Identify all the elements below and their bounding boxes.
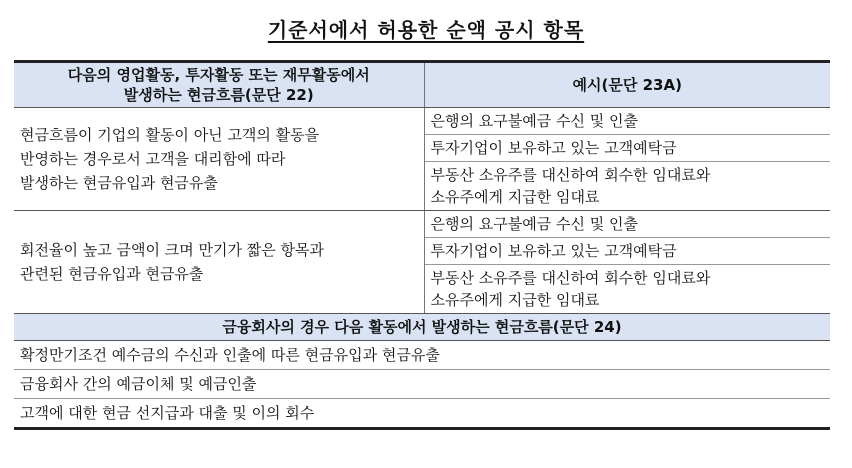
group-1-example-1: 은행의 요구불예금 수신 및 인출: [424, 108, 830, 135]
header-activity-cashflows: 다음의 영업활동, 투자활동 또는 재무활동에서 발생하는 현금흐름(문단 22): [14, 62, 424, 108]
financial-item-1: 확정만기조건 예수금의 수신과 인출에 따른 현금유입과 현금유출: [14, 341, 830, 370]
table-row: [14, 108, 830, 135]
financial-item-2: 금융회사 간의 예금이체 및 예금인출: [14, 370, 830, 399]
group-1-example-2: 투자기업이 보유하고 있는 고객예탁금: [424, 135, 830, 162]
netting-items-table: [14, 60, 830, 430]
document-title: 기준서에서 허용한 순액 공시 항목: [267, 18, 585, 42]
table-row: [14, 211, 830, 238]
financial-header: 금융회사의 경우 다음 활동에서 발생하는 현금흐름(문단 24): [14, 314, 830, 341]
group-2-example-2: 투자기업이 보유하고 있는 고객예탁금: [424, 238, 830, 265]
table-row: [14, 341, 830, 370]
group-1-example-3: 부동산 소유주를 대신하여 회수한 임대료와 소유주에게 지급한 임대료: [424, 162, 830, 211]
table-row: [14, 399, 830, 429]
group-2-example-3: 부동산 소유주를 대신하여 회수한 임대료와 소유주에게 지급한 임대료: [424, 265, 830, 314]
table-row: [14, 370, 830, 399]
financial-header-row: [14, 314, 830, 341]
header-examples: 예시(문단 23A): [424, 62, 830, 108]
group-2-example-1: 은행의 요구불예금 수신 및 인출: [424, 211, 830, 238]
table-header-row: [14, 62, 830, 108]
group-1-description: 현금흐름이 기업의 활동이 아닌 고객의 활동을 반영하는 경우로서 고객을 대리함에 따라 발생하는 현금유입과 현금유출: [14, 108, 424, 211]
financial-item-3: 고객에 대한 현금 선지급과 대출 및 이의 회수: [14, 399, 830, 429]
group-2-description: 회전율이 높고 금액이 크며 만기가 짧은 항목과 관련된 현금유입과 현금유출: [14, 211, 424, 314]
